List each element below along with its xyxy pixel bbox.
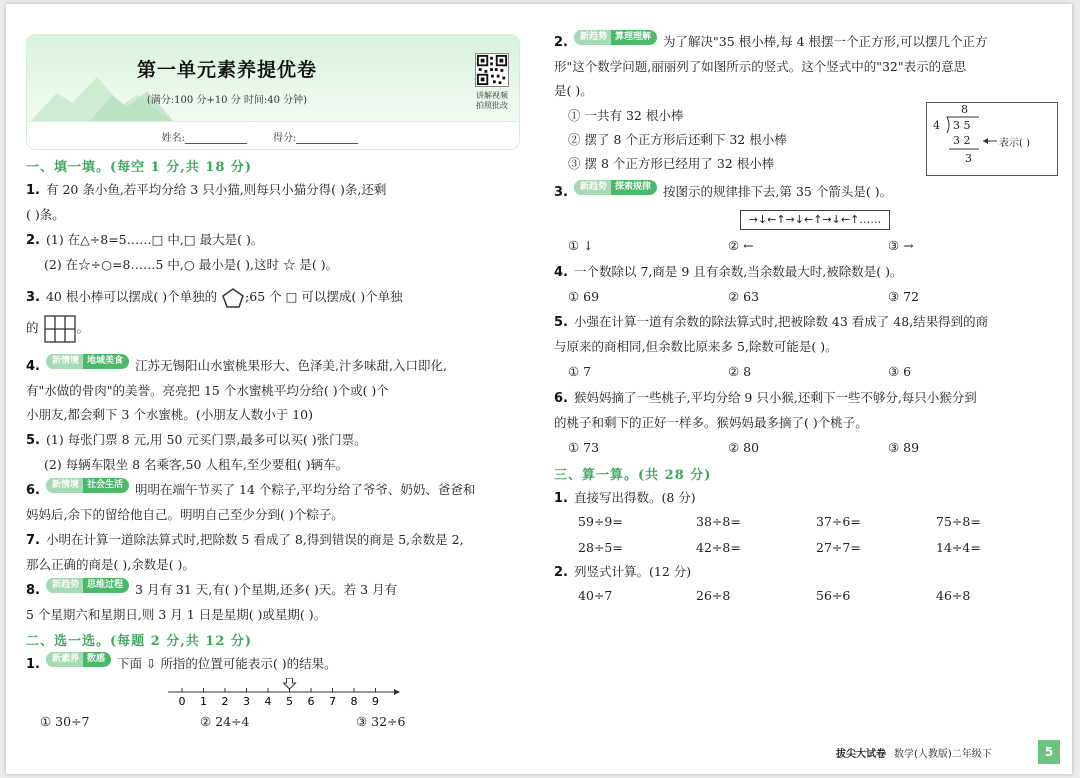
choice-3[interactable]: ③ 6 (888, 364, 912, 379)
calc-item[interactable]: 28÷5= (578, 540, 623, 555)
question-text: ( )条。 (26, 207, 65, 222)
choice-2[interactable]: ② 摆了 8 个正方形后还剩下 32 根小棒 (568, 132, 787, 147)
question-text: 的 (26, 320, 39, 335)
question-number: 1. (26, 657, 40, 672)
name-label: 姓名: (161, 133, 185, 144)
arrow-pattern: →↓←↑→↓←↑→↓←↑…… (740, 210, 890, 230)
question-2-1 (26, 652, 337, 677)
question-2-4-choices (568, 287, 1048, 307)
number-line-label: 8 (350, 695, 358, 708)
tag-topic: 社会生活 (87, 480, 124, 490)
calc-item[interactable]: 75÷8= (936, 514, 981, 529)
choice-1[interactable]: ① 一共有 32 根小棒 (568, 108, 684, 123)
question-text: 那么正确的商是( ),余数是( )。 (26, 557, 195, 572)
divisor: 4 (933, 119, 940, 132)
choice-2[interactable]: ② 24÷4 (200, 714, 250, 729)
footer (836, 745, 992, 760)
down-arrow-icon (284, 678, 296, 689)
tag-topic: 探索规律 (615, 182, 652, 192)
question-text: 有 20 条小鱼,若平均分给 3 只小猫,则每只小猫分得( )条,还剩 (45, 182, 387, 197)
question-text: 。 (76, 320, 90, 335)
oral-calc-grid (578, 514, 1048, 560)
square-grid-icon (43, 314, 77, 344)
section-2-title: 二、选一选。(每题 2 分,共 12 分) (26, 634, 253, 649)
calc-item[interactable]: 46÷8 (936, 588, 971, 603)
tag-type: 新趋势 (46, 578, 83, 593)
division-note: 表示( ) (999, 138, 1030, 149)
question-1-3 (26, 282, 403, 344)
quotient: 8 (961, 103, 968, 116)
question-text: 直接写出得数。(8 分) (573, 490, 696, 505)
question-text: 小朋友,都会剩下 3 个水蜜桃。(小朋友人数小于 10) (26, 407, 314, 422)
question-text: 明明在端午节买了 14 个粽子,平均分给了爷爷、奶奶、爸爸和 (135, 482, 476, 497)
question-text: 形"这个数学问题,丽丽列了如图所示的竖式。这个竖式中的"32"表示的意思 (554, 59, 967, 74)
calc-item[interactable]: 37÷6= (816, 514, 861, 529)
question-1-8 (26, 578, 397, 627)
question-3-2 (554, 560, 691, 585)
choice-1[interactable]: ① 7 (568, 364, 592, 379)
question-text: 为了解决"35 根小棒,每 4 根摆一个正方形,可以摆几个正方 (663, 34, 988, 49)
question-number: 4. (554, 265, 568, 280)
question-text: 是( )。 (554, 83, 593, 98)
section-3-title: 三、算一算。(共 28 分) (554, 468, 712, 483)
page-number: 5 (1038, 740, 1060, 764)
choice-3[interactable]: ③ 89 (888, 440, 920, 455)
question-1-4 (26, 354, 447, 427)
question-tag (574, 180, 657, 195)
question-2-2-choices (568, 104, 787, 176)
tag-topic: 数感 (87, 654, 106, 664)
question-2-1-choices (40, 712, 520, 732)
score-field[interactable] (296, 134, 358, 144)
question-text: (1) 每张门票 8 元,用 50 元买门票,最多可以买( )张门票。 (45, 432, 367, 447)
question-tag (46, 652, 111, 667)
question-1-1 (26, 178, 386, 227)
tag-type: 新趋势 (574, 180, 611, 195)
choice-2[interactable]: ② 63 (728, 289, 760, 304)
question-2-3-choices (568, 236, 1048, 256)
question-number: 3. (26, 290, 40, 305)
number-line-label: 2 (221, 695, 229, 708)
product: 3 2 (953, 134, 971, 147)
question-number: 4. (26, 359, 40, 374)
question-text: 江苏无锡阳山水蜜桃果形大、色泽美,汁多味甜,入口即化, (135, 358, 447, 373)
question-text: 5 个星期六和星期日,则 3 月 1 日是星期( )或星期( )。 (26, 607, 327, 622)
question-tag (46, 478, 129, 493)
question-2-5 (554, 310, 988, 359)
question-1-6 (26, 478, 475, 527)
choice-2[interactable]: ② 8 (728, 364, 752, 379)
tag-type: 新趋势 (574, 30, 611, 45)
question-text: 40 根小棒可以摆成( )个单独的 (45, 289, 218, 304)
question-text: 有"水做的骨肉"的美誉。亮亮把 15 个水蜜桃平均分给( )个或( )个 (26, 383, 389, 398)
question-number: 6. (554, 391, 568, 406)
remainder: 3 (965, 152, 972, 165)
down-arrow-icon (284, 678, 296, 689)
choice-2[interactable]: ② 80 (728, 440, 760, 455)
calc-item[interactable]: 40÷7 (578, 588, 613, 603)
choice-3[interactable]: ③ 32÷6 (356, 714, 406, 729)
question-text: 按图示的规律排下去,第 35 个箭头是( )。 (663, 184, 893, 199)
number-line-label: 7 (329, 695, 336, 708)
dividend: 3 5 (953, 119, 971, 132)
number-line-label: 4 (264, 695, 272, 708)
question-text: 妈妈后,余下的留给他自己。明明自己至少分到( )个粽子。 (26, 507, 344, 522)
question-number: 1. (554, 491, 568, 506)
long-division-figure (926, 102, 1058, 176)
question-1-7 (26, 528, 464, 577)
score-label: 得分: (273, 133, 297, 144)
choice-1[interactable]: ① 73 (568, 440, 600, 455)
question-number: 6. (26, 483, 40, 498)
tag-topic: 算理理解 (615, 32, 652, 42)
tag-type: 新情境 (46, 478, 83, 493)
question-text: (2) 在☆÷○=8……5 中,○ 最小是( ),这时 ☆ 是( )。 (44, 257, 339, 272)
footer-brand: 拔尖大试卷 (836, 749, 886, 760)
question-tag (46, 354, 129, 369)
question-number: 2. (26, 233, 40, 248)
question-number: 8. (26, 583, 40, 598)
number-line-label: 5 (286, 695, 293, 708)
question-tag (46, 578, 129, 593)
question-1-5 (26, 428, 367, 477)
question-3-1 (554, 486, 696, 511)
number-line-label: 0 (178, 695, 186, 708)
qr-caption-line-1: 讲解视频 (476, 91, 508, 100)
name-field[interactable] (185, 134, 247, 144)
question-2-4 (554, 260, 902, 285)
calc-item[interactable]: 27÷7= (816, 540, 861, 555)
question-2-2 (554, 30, 988, 103)
question-text: (2) 每辆车限坐 8 名乘客,50 人租车,至少要租( )辆车。 (44, 457, 349, 472)
question-number: 7. (26, 533, 40, 548)
qr-caption-line-2: 拍照批改 (476, 101, 508, 110)
question-text: 的桃子和剩下的正好一样多。猴妈妈最多摘了( )个桃子。 (554, 415, 868, 430)
question-tag (574, 30, 657, 45)
number-line-label: 9 (372, 695, 379, 708)
number-line (164, 678, 404, 708)
calc-item[interactable]: 14÷4= (936, 540, 981, 555)
section-1-title: 一、填一填。(每空 1 分,共 18 分) (26, 160, 253, 175)
question-text: 一个数除以 7,商是 9 且有余数,当余数最大时,被除数是( )。 (573, 264, 903, 279)
qr-caption (463, 91, 520, 111)
choice-1[interactable]: ① 69 (568, 289, 600, 304)
question-number: 3. (554, 185, 568, 200)
question-number: 5. (554, 315, 568, 330)
question-text: ;65 个 □ 可以摆成( )个单独 (245, 289, 403, 304)
calc-item[interactable]: 38÷8= (696, 514, 741, 529)
question-number: 2. (554, 565, 568, 580)
choice-1[interactable]: ① 30÷7 (40, 714, 90, 729)
exam-header (26, 34, 520, 150)
question-text: 小明在计算一道除法算式时,把除数 5 看成了 8,得到错误的商是 5,余数是 2, (45, 532, 464, 547)
question-number: 2. (554, 35, 568, 50)
calc-item[interactable]: 56÷6 (816, 588, 851, 603)
qr-code-icon[interactable] (475, 53, 509, 87)
question-2-5-choices (568, 362, 1048, 382)
question-text: 小强在计算一道有余数的除法算式时,把被除数 43 看成了 48,结果得到的商 (573, 314, 989, 329)
question-2-6-choices (568, 438, 1048, 458)
pentagon-icon (221, 287, 245, 309)
exam-sheet (6, 4, 1072, 774)
question-text: 与原来的商相同,但余数比原来多 5,除数可能是( )。 (554, 339, 838, 354)
question-1-2 (26, 228, 338, 277)
written-calc-row (578, 588, 1048, 608)
tag-type: 新情境 (46, 354, 83, 369)
calc-item[interactable]: 59÷9= (578, 514, 623, 529)
tag-topic: 思维过程 (87, 580, 124, 590)
question-text: (1) 在△÷8=5……□ 中,□ 最大是( )。 (45, 232, 264, 247)
choice-2[interactable]: ② ← (728, 238, 754, 253)
division-bracket (927, 103, 1059, 177)
choice-1[interactable]: ① ↓ (568, 238, 594, 253)
calc-item[interactable]: 42÷8= (696, 540, 741, 555)
choice-3[interactable]: ③ 摆 8 个正方形已经用了 32 根小棒 (568, 156, 775, 171)
question-number: 1. (26, 183, 40, 198)
question-2-6 (554, 386, 977, 435)
question-text: 列竖式计算。(12 分) (573, 564, 692, 579)
question-text: 下面 ⇩ 所指的位置可能表示( )的结果。 (117, 656, 337, 671)
footer-subject: 数学(人教版)二年级下 (894, 749, 992, 760)
page-title: 第一单元素养提优卷 (136, 59, 317, 81)
question-number: 5. (26, 433, 40, 448)
question-text: 3 月有 31 天,有( )个星期,还多( )天。若 3 月有 (135, 582, 398, 597)
tag-type: 新素养 (46, 652, 83, 667)
number-line-label: 3 (243, 695, 250, 708)
calc-item[interactable]: 26÷8 (696, 588, 731, 603)
question-2-3 (554, 180, 892, 205)
student-info-row (27, 129, 519, 144)
tag-topic: 地域美食 (87, 356, 124, 366)
number-line-label: 6 (307, 695, 315, 708)
choice-3[interactable]: ③ → (888, 238, 914, 253)
choice-3[interactable]: ③ 72 (888, 289, 920, 304)
number-line-label: 1 (200, 695, 207, 708)
exam-meta: (满分:100 分+10 分 时间:40 分钟) (146, 95, 308, 106)
question-text: 猴妈妈摘了一些桃子,平均分给 9 只小猴,还剩下一些不够分,每只小猴分到 (573, 390, 977, 405)
